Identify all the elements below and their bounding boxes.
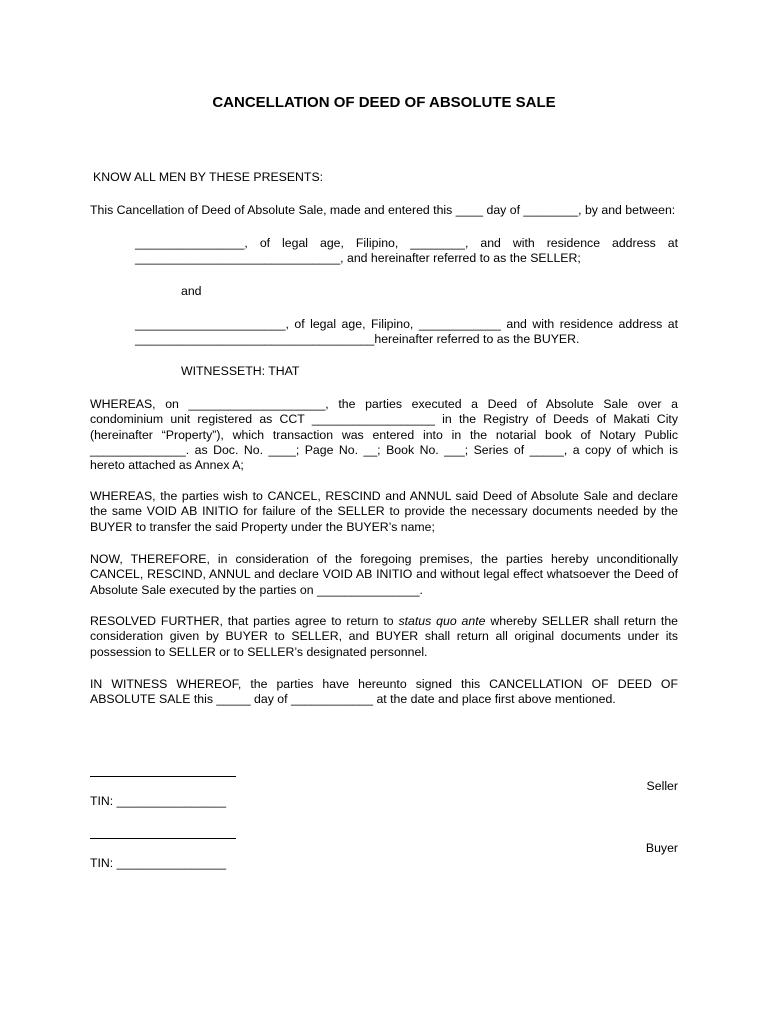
whereas-paragraph-2: WHEREAS, the parties wish to CANCEL, RESCIND and ANNUL said Deed of Absolute Sale and declare the same VOID AB INITIO for failure of the SELLER to provide the necessary documents needed by the BUYER to transfer the said Property under the BUYER’s name; [90, 489, 678, 534]
buyer-signature-line [90, 838, 236, 839]
now-therefore-paragraph: NOW, THEREFORE, in consideration of the foregoing premises, the parties hereby unconditionally CANCEL, RESCIND, ANNUL and declare VOID AB INITIO and without legal effect whatsoever the Deed of Absolute Sale executed by the parties on _______________. [90, 552, 678, 597]
and-label: and [181, 284, 202, 298]
whereas-paragraph-1: WHEREAS, on ____________________, the parties executed a Deed of Absolute Sale over a condominium unit registered as CCT __________________ in the Registry of Deeds of Makati City (hereinafter “Property”), which transaction was entered into in the notarial book of Notary Public ______________. as Doc. No. ____; Page No. __; Book No. ___; Series of _____, a copy of which is hereto attached as Annex A; [90, 397, 678, 473]
buyer-tin-field: TIN: ________________ [90, 856, 227, 870]
buyer-party-line-2: ___________________________________hereinafter referred to as the BUYER. [135, 332, 580, 347]
resolved-further-paragraph [90, 614, 678, 660]
seller-role-label: Seller [646, 779, 678, 793]
seller-party-block [135, 236, 678, 267]
buyer-role-label: Buyer [645, 841, 678, 855]
resolved-italic-term: status quo ante [398, 614, 486, 628]
resolved-text-start: RESOLVED FURTHER, that parties agree to return to [90, 614, 399, 628]
opening-line: KNOW ALL MEN BY THESE PRESENTS: [93, 170, 324, 184]
intro-paragraph: This Cancellation of Deed of Absolute Sale, made and entered this ____ day of ________, by and between: [90, 203, 676, 217]
seller-tin-field: TIN: ________________ [90, 794, 227, 808]
seller-party-line-1: ________________, of legal age, Filipino, ________, and with residence address at [135, 236, 678, 250]
witnesseth-heading: WITNESSETH: THAT [181, 364, 300, 378]
buyer-party-block [135, 317, 678, 348]
seller-signature-line [90, 776, 236, 777]
resolved-text-end: whereby SELLER shall return the consideration given by BUYER to SELLER, and BUYER shall return all original documents under its possession to SELLER or to SELLER’s designated personnel. [90, 614, 679, 659]
document-title: CANCELLATION OF DEED OF ABSOLUTE SALE [212, 94, 556, 111]
seller-party-line-2: ______________________________, and hereinafter referred to as the SELLER; [135, 251, 581, 266]
buyer-party-line-1: ______________________, of legal age, Filipino, ____________ and with residence address at [135, 317, 678, 331]
in-witness-paragraph: IN WITNESS WHEREOF, the parties have hereunto signed this CANCELLATION OF DEED OF ABSOLUTE SALE this _____ day of ____________ at the date and place first above mentioned. [90, 677, 678, 707]
